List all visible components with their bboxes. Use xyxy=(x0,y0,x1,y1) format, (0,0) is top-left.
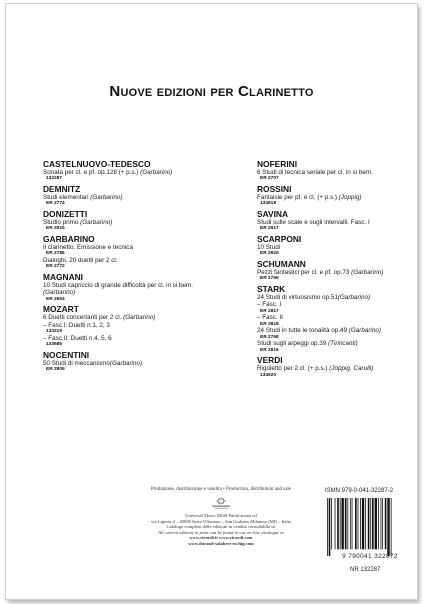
catalog-entry xyxy=(43,209,223,232)
left-catalog-column xyxy=(43,157,223,374)
work-title xyxy=(257,365,428,372)
barcode-bar xyxy=(378,498,379,549)
work-text: 24 Studi in tutte le tonalità op.49 xyxy=(257,327,349,335)
edition-code: ER 2707 xyxy=(260,176,279,182)
work-text: Studi sulle scale e sugli intervalli. Fasc. I xyxy=(257,219,370,226)
editor-name: (Garbarino) xyxy=(123,314,156,322)
edition-code: 134920 xyxy=(260,372,277,378)
work-text: – Fasc.II: Duetti n.4, 5, 6 xyxy=(43,334,112,342)
work-text: 6 Studi di tecnica seriale per cl. in si bem. xyxy=(257,169,373,176)
work-title xyxy=(257,194,428,201)
publisher-url-durand[interactable]: www.durand-salabert-eschig.com xyxy=(188,540,254,546)
composer-name: NOFERINI xyxy=(257,159,298,169)
work-text: Studi elementari xyxy=(43,194,91,201)
catalog-nr: NR 132287 xyxy=(350,567,381,573)
barcode-bar xyxy=(385,498,387,549)
catalog-entry xyxy=(43,184,223,207)
work-title xyxy=(257,219,428,226)
work-title xyxy=(43,219,223,226)
work-title xyxy=(257,301,428,308)
composer-name: DEMNITZ xyxy=(43,184,81,194)
work-title xyxy=(43,194,223,201)
barcode-bar xyxy=(331,498,332,549)
barcode-bar xyxy=(327,498,328,556)
work-title xyxy=(43,257,223,264)
work-title xyxy=(43,322,223,329)
work-text: Rigoletto per 2 cl. (+ p.s.) xyxy=(257,365,330,373)
work-text: 10 Studi xyxy=(257,244,281,251)
composer-name: GARBARINO xyxy=(43,234,95,244)
barcode-bar xyxy=(358,498,359,549)
work-text: Studi sugli arpeggi op.39 xyxy=(257,340,329,348)
edition-code: ER 2816 xyxy=(260,347,279,353)
work-title xyxy=(43,360,223,367)
barcode-bar xyxy=(352,498,353,549)
composer-name: MOZART xyxy=(43,304,79,315)
editor-name: (Garbarino) xyxy=(90,194,123,201)
barcode-number: 9 790041 322872 xyxy=(342,553,398,560)
work-title xyxy=(43,335,223,342)
page-title: Nuove edizioni per Clarinetto xyxy=(109,83,314,100)
work-title xyxy=(257,340,428,347)
catalog-entry xyxy=(257,259,428,282)
work-text: Fantaisie per pf. e cl. (+ p.s.) xyxy=(257,194,339,201)
composer-name: STARK xyxy=(257,284,286,294)
editor-name: (Tirincanti) xyxy=(328,340,358,348)
composer-name: CASTELNUOVO-TEDESCO xyxy=(43,159,151,169)
edition-code: 133685 xyxy=(46,342,63,348)
edition-code: ER 2915 xyxy=(46,226,65,232)
edition-code: ER 2772 xyxy=(46,264,65,270)
catalog-entry xyxy=(257,184,428,207)
right-catalog-column xyxy=(257,157,428,380)
publisher-footer xyxy=(106,487,336,547)
work-title xyxy=(43,169,223,176)
work-title xyxy=(257,269,428,276)
barcode-bar xyxy=(372,498,374,549)
work-title xyxy=(43,282,223,289)
barcode-bar xyxy=(375,498,377,549)
work-title xyxy=(257,294,428,301)
publisher-address: via Liguria 4 – 20098 Sesto Ulteriano – San Giuliano Milanese (MI) – Italia xyxy=(151,518,291,524)
composer-name: MAGNANI xyxy=(43,272,84,282)
composer-name: SAVINA xyxy=(257,209,289,219)
barcode-bar xyxy=(340,498,341,549)
catalog-entry xyxy=(257,234,428,257)
work-title xyxy=(43,244,223,251)
catalog-note-it: Catalogo completo delle edizioni in vendita consultabile su xyxy=(166,524,276,530)
catalog-entry xyxy=(43,272,223,302)
barcode-bar xyxy=(345,498,347,549)
edition-code: ER 2768 xyxy=(260,334,279,340)
barcode-bar xyxy=(350,498,351,549)
footer-credits: Produzione, distribuzione e vendita • Production, distribution and sale xyxy=(150,487,292,492)
catalog-entry xyxy=(257,284,428,353)
catalog-entry xyxy=(43,234,223,270)
editor-name: (Garbarino) xyxy=(351,269,384,276)
publisher-urls[interactable]: www.ricordi.it www.ricordi.com xyxy=(189,535,253,541)
work-text: Il clarinetto. Emissione e tecnica xyxy=(43,244,133,251)
composer-name: SCARPONI xyxy=(257,234,302,244)
catalog-note-en: All current editions in print can be found in our on-line catalogue at xyxy=(158,529,284,535)
barcode-bar xyxy=(368,498,370,549)
barcode-bar xyxy=(387,498,389,556)
work-text: 24 Studi di virtuosismo op.51 xyxy=(257,294,338,301)
catalog-entry xyxy=(43,159,223,182)
editor-name: (Garbarino) xyxy=(43,289,76,297)
barcode-bar xyxy=(335,498,336,549)
barcode-bar xyxy=(391,498,392,556)
editor-name: (Joppig) xyxy=(338,194,362,201)
editor-name: (Garbarino) xyxy=(109,359,143,367)
work-title xyxy=(257,244,428,251)
publisher-name: Universal Music MGB Publications srl xyxy=(185,513,257,518)
editor-name: (Garbarino) xyxy=(337,294,371,301)
catalog-entry xyxy=(257,355,428,378)
catalog-entry xyxy=(257,159,428,182)
catalog-entry xyxy=(257,209,428,232)
editor-name: (Garbarino) xyxy=(80,219,113,226)
composer-name: ROSSINI xyxy=(257,184,292,194)
back-cover-page xyxy=(5,3,418,600)
barcode-bar xyxy=(360,498,361,549)
edition-code: ER 2654 xyxy=(46,296,65,302)
work-text: Pezzi fantastici per cl. e pf. op.73 xyxy=(257,269,352,276)
edition-code: ER 2917 xyxy=(260,226,279,232)
catalog-entry xyxy=(43,304,223,347)
barcode-bar xyxy=(370,498,371,549)
edition-code: ER 2920 xyxy=(260,251,279,257)
work-text: Sonata per cl. e pf. op.128 (+ p.s.) xyxy=(43,169,141,176)
work-text: Dialoghi. 20 duetti per 2 cl. xyxy=(43,257,118,264)
work-text: 50 Studi di meccanismo xyxy=(43,359,110,367)
barcode-bar xyxy=(337,498,339,549)
edition-code: 133219 xyxy=(46,329,63,335)
catalog-entry xyxy=(43,350,223,373)
work-title xyxy=(257,314,428,321)
barcode-bar xyxy=(382,498,383,549)
edition-code: ER 2809 xyxy=(46,367,65,373)
edition-code: ER 2817 xyxy=(260,308,279,314)
edition-code: ER 2765 xyxy=(260,276,279,282)
work-text: 6 Duetti concertanti per 2 cl. xyxy=(43,314,124,322)
edition-code: ER 2818 xyxy=(260,321,279,327)
composer-name: VERDI xyxy=(257,355,283,366)
edition-code: ER 2786 xyxy=(46,251,65,257)
barcode-bar xyxy=(347,498,348,549)
barcode-bar xyxy=(381,498,382,549)
editor-name: (Garbarino) xyxy=(348,327,381,335)
composer-name: SCHUMANN xyxy=(257,259,306,269)
barcode-bar xyxy=(362,498,364,549)
publisher-logo-icon xyxy=(210,497,232,511)
barcode-bar xyxy=(341,498,343,549)
work-title xyxy=(43,289,223,296)
work-title xyxy=(43,314,223,321)
work-text: Studio primo xyxy=(43,219,81,226)
ismn-number: ISMN 979-0-041-32287-2 xyxy=(325,488,394,494)
work-text: – Fasc. II xyxy=(257,314,283,322)
edition-code: 134918 xyxy=(260,201,277,207)
edition-code: ER 2774 xyxy=(46,201,65,207)
barcode-bar xyxy=(355,498,357,549)
composer-name: DONIZETTI xyxy=(43,209,88,219)
edition-code: 132287 xyxy=(46,176,63,182)
work-text: – Fasc. I xyxy=(257,301,282,309)
composer-name: NOCENTINI xyxy=(43,349,90,360)
work-title xyxy=(257,327,428,334)
barcode-icon xyxy=(324,498,416,556)
editor-name: (Joppig, Carulli) xyxy=(329,365,374,373)
work-text: 10 Studi capriccio di grande difficoltà per cl. in si bem. xyxy=(43,282,194,289)
barcode-bar xyxy=(329,498,331,556)
work-text: – Fasc.I: Duetti n.1, 2, 3 xyxy=(43,321,110,329)
barcode-bar xyxy=(365,498,366,549)
editor-name: (Garbarino) xyxy=(140,169,173,176)
work-title xyxy=(257,169,428,176)
